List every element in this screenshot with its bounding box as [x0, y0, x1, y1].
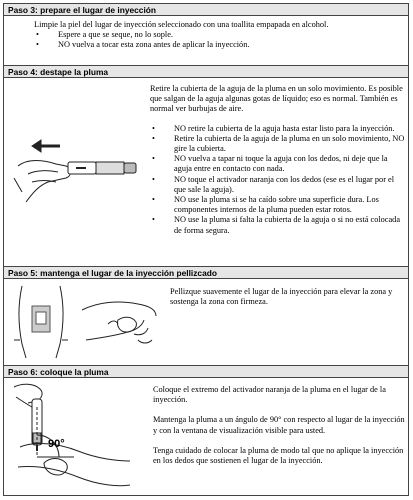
step4-bullet: • NO vuelva a tapar ni toque la aguja con los dedos, ni deje que la aguja entre en contacto con nada.	[150, 154, 406, 174]
step6-paragraph: Mantenga la pluma a un ángulo de 90° con respecto al lugar de la inyección y con la ventana de visualización visible para usted.	[153, 415, 405, 435]
step5-header: Paso 5: mantenga el lugar de la inyección pellizcado	[4, 267, 408, 279]
step4-bullet: • NO use la pluma si se ha caído sobre una superficie dura. Los componentes internos de la pluma pueden estar rotos.	[150, 195, 406, 215]
step6-paragraph: Tenga cuidado de colocar la pluma de modo tal que no aplique la inyección en los dedos que sostienen el lugar de la inyección.	[153, 445, 404, 466]
step3-header: Paso 3: prepare el lugar de inyección	[4, 4, 408, 16]
angle-label: 90°	[48, 438, 65, 450]
step6-paragraph: Coloque el extremo del activador naranja de la pluma en el lugar de la inyección.	[153, 385, 386, 405]
step4-bullet: • NO retire la cubierta de la aguja hasta estar listo para la inyección.	[150, 124, 406, 134]
pinching-hands-icon	[78, 280, 162, 364]
left-arrow-icon	[32, 140, 60, 152]
step3-content	[34, 20, 406, 51]
step4-bullet: • NO toque el activador naranja con los dedos (ese es el lugar por el que sale la aguja).	[150, 175, 406, 195]
step5-text: Pellizque suavemente el lugar de la inyección para elevar la zona y sostenga la zona con firmeza.	[170, 287, 393, 307]
step4-header: Paso 4: destape la pluma	[4, 66, 408, 78]
instruction-sheet	[3, 3, 409, 496]
step4-content	[150, 84, 406, 236]
step3-bullets	[34, 30, 406, 50]
step6-content	[153, 385, 406, 466]
step4-bullet: • Retire la cubierta de la aguja de la pluma en un solo movimiento, NO gire la cubierta.	[150, 134, 406, 154]
step3-bullet: • Espere a que se seque, no lo sople.	[34, 30, 406, 40]
hand-placing-pen-icon	[8, 381, 134, 493]
body-silhouette-icon	[8, 284, 74, 360]
step4-bullets	[150, 124, 406, 236]
hand-holding-pen-icon	[8, 132, 142, 212]
step6-header: Paso 6: coloque la pluma	[4, 366, 408, 378]
step5-content	[170, 287, 406, 307]
step4-bullet: • NO use la pluma si falta la cubierta de la aguja o si no está colocada de forma segura.	[150, 215, 406, 235]
step3-bullet: • NO vuelva a tocar esta zona antes de aplicar la inyección.	[34, 40, 406, 50]
step3-text: Limpie la piel del lugar de inyección seleccionado con una toallita empapada en alcohol.	[34, 20, 329, 29]
step4-intro: Retire la cubierta de la aguja de la pluma en un solo movimiento. Es posible que salgan de la aguja algunas gotas de líquido; eso es normal. También es normal ver burbujas de aire.	[150, 84, 403, 114]
